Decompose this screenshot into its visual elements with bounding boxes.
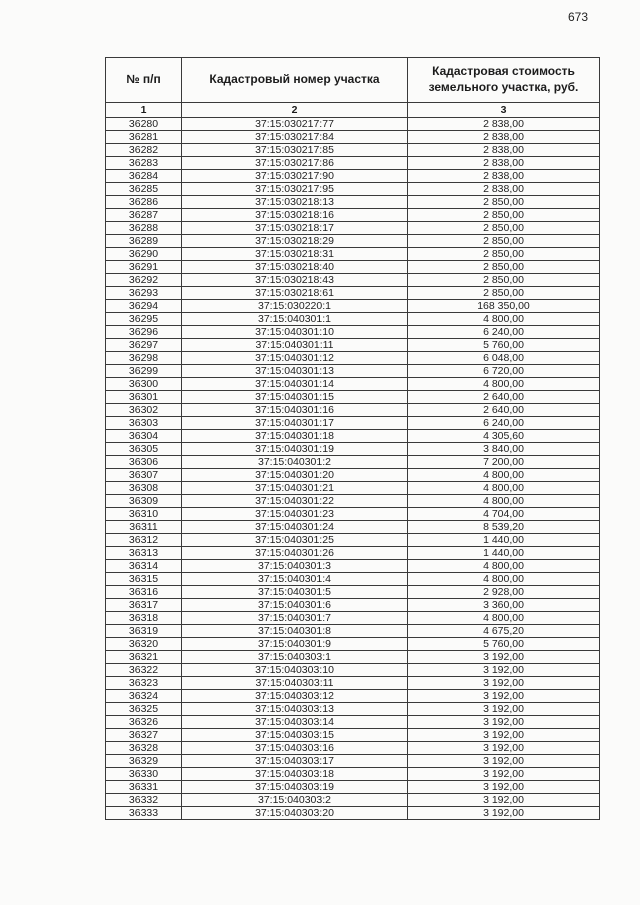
cell-cadastral-number: 37:15:030220:1 [182,300,408,313]
table-row [106,313,600,326]
cell-row-number: 36319 [106,625,182,638]
cell-row-number: 36330 [106,768,182,781]
cell-row-number: 36332 [106,794,182,807]
cell-cadastral-value: 6 240,00 [408,326,600,339]
cell-cadastral-number: 37:15:040301:3 [182,560,408,573]
cell-cadastral-number: 37:15:040301:6 [182,599,408,612]
cell-row-number: 36323 [106,677,182,690]
header-row [106,58,600,103]
cell-cadastral-number: 37:15:030217:77 [182,118,408,131]
cell-cadastral-value: 2 838,00 [408,170,600,183]
cell-cadastral-number: 37:15:040301:23 [182,508,408,521]
cell-row-number: 36295 [106,313,182,326]
cell-cadastral-value: 2 850,00 [408,274,600,287]
cell-row-number: 36297 [106,339,182,352]
table-row [106,495,600,508]
cell-cadastral-number: 37:15:030217:90 [182,170,408,183]
table-row [106,456,600,469]
cell-cadastral-value: 4 800,00 [408,313,600,326]
cell-row-number: 36300 [106,378,182,391]
cell-cadastral-value: 2 640,00 [408,404,600,417]
cell-cadastral-number: 37:15:040303:17 [182,755,408,768]
cell-cadastral-number: 37:15:040301:20 [182,469,408,482]
page-number: 673 [567,10,588,24]
cell-row-number: 36324 [106,690,182,703]
cell-cadastral-number: 37:15:030218:17 [182,222,408,235]
cell-cadastral-number: 37:15:040303:19 [182,781,408,794]
cell-cadastral-value: 5 760,00 [408,638,600,651]
cell-cadastral-number: 37:15:030217:95 [182,183,408,196]
cell-row-number: 36325 [106,703,182,716]
table-row [106,547,600,560]
cell-cadastral-value: 2 838,00 [408,144,600,157]
cell-row-number: 36287 [106,209,182,222]
table-row [106,560,600,573]
cell-cadastral-value: 6 048,00 [408,352,600,365]
cell-cadastral-value: 2 850,00 [408,196,600,209]
table-row [106,651,600,664]
table-row [106,131,600,144]
cell-row-number: 36286 [106,196,182,209]
cell-cadastral-value: 3 192,00 [408,703,600,716]
table-row [106,625,600,638]
cell-row-number: 36280 [106,118,182,131]
cell-cadastral-value: 3 192,00 [408,690,600,703]
cell-cadastral-value: 2 838,00 [408,131,600,144]
cell-cadastral-value: 3 192,00 [408,677,600,690]
cell-cadastral-number: 37:15:040301:13 [182,365,408,378]
cell-cadastral-number: 37:15:040303:13 [182,703,408,716]
cell-cadastral-value: 3 192,00 [408,742,600,755]
cell-row-number: 36288 [106,222,182,235]
table-body [106,118,600,820]
cell-cadastral-value: 7 200,00 [408,456,600,469]
table-row [106,612,600,625]
cell-cadastral-number: 37:15:040301:4 [182,573,408,586]
cell-cadastral-value: 3 192,00 [408,755,600,768]
table-row [106,417,600,430]
cell-row-number: 36308 [106,482,182,495]
cell-cadastral-number: 37:15:040301:8 [182,625,408,638]
cell-row-number: 36298 [106,352,182,365]
cell-row-number: 36294 [106,300,182,313]
cell-cadastral-value: 4 800,00 [408,469,600,482]
cell-cadastral-number: 37:15:040301:1 [182,313,408,326]
cell-row-number: 36310 [106,508,182,521]
cell-cadastral-value: 2 850,00 [408,235,600,248]
cell-cadastral-value: 3 360,00 [408,599,600,612]
table-row [106,443,600,456]
cell-cadastral-number: 37:15:040303:18 [182,768,408,781]
table-row [106,716,600,729]
cell-row-number: 36290 [106,248,182,261]
table-row [106,391,600,404]
cell-cadastral-number: 37:15:030218:16 [182,209,408,222]
table-row [106,222,600,235]
cell-row-number: 36314 [106,560,182,573]
cell-cadastral-value: 4 704,00 [408,508,600,521]
cell-cadastral-value: 2 850,00 [408,287,600,300]
cell-cadastral-number: 37:15:040303:2 [182,794,408,807]
cadastral-table [105,57,600,820]
cell-row-number: 36282 [106,144,182,157]
cell-cadastral-value: 3 192,00 [408,781,600,794]
table-row [106,209,600,222]
cell-cadastral-number: 37:15:040303:11 [182,677,408,690]
cell-cadastral-number: 37:15:030218:29 [182,235,408,248]
cell-row-number: 36303 [106,417,182,430]
cell-cadastral-number: 37:15:040303:12 [182,690,408,703]
cell-row-number: 36321 [106,651,182,664]
cell-cadastral-value: 3 192,00 [408,651,600,664]
cell-cadastral-value: 3 192,00 [408,664,600,677]
cell-cadastral-number: 37:15:040301:21 [182,482,408,495]
cell-cadastral-number: 37:15:040301:16 [182,404,408,417]
cell-cadastral-value: 2 850,00 [408,222,600,235]
column-index-2: 2 [182,103,408,118]
cell-cadastral-value: 2 838,00 [408,157,600,170]
cell-row-number: 36316 [106,586,182,599]
cell-row-number: 36331 [106,781,182,794]
cell-row-number: 36296 [106,326,182,339]
table-row [106,508,600,521]
cell-row-number: 36293 [106,287,182,300]
table-row [106,261,600,274]
cell-row-number: 36284 [106,170,182,183]
table-row [106,664,600,677]
cell-row-number: 36285 [106,183,182,196]
table-row [106,755,600,768]
cell-row-number: 36317 [106,599,182,612]
table-row [106,768,600,781]
table-row [106,742,600,755]
cell-cadastral-value: 4 675,20 [408,625,600,638]
cell-row-number: 36307 [106,469,182,482]
cell-cadastral-value: 2 640,00 [408,391,600,404]
cell-cadastral-number: 37:15:030218:43 [182,274,408,287]
table-row [106,534,600,547]
cell-row-number: 36304 [106,430,182,443]
table-row [106,287,600,300]
cell-row-number: 36329 [106,755,182,768]
cell-cadastral-value: 6 720,00 [408,365,600,378]
table-row [106,170,600,183]
cell-row-number: 36283 [106,157,182,170]
cell-row-number: 36320 [106,638,182,651]
header-cadastral-value: Кадастровая стоимость земельного участка, руб. [408,58,600,103]
column-index-1: 1 [106,103,182,118]
column-index-3: 3 [408,103,600,118]
table-row [106,690,600,703]
column-index-row [106,103,600,118]
cell-cadastral-value: 3 192,00 [408,807,600,820]
cell-cadastral-value: 2 850,00 [408,248,600,261]
table-row [106,183,600,196]
cell-row-number: 36292 [106,274,182,287]
cell-cadastral-number: 37:15:040301:10 [182,326,408,339]
cell-cadastral-value: 3 192,00 [408,716,600,729]
cell-row-number: 36305 [106,443,182,456]
cell-cadastral-number: 37:15:040303:15 [182,729,408,742]
cell-cadastral-number: 37:15:030217:84 [182,131,408,144]
cell-cadastral-value: 3 192,00 [408,768,600,781]
cell-cadastral-value: 8 539,20 [408,521,600,534]
table-row [106,248,600,261]
table-row [106,586,600,599]
cell-row-number: 36333 [106,807,182,820]
cell-row-number: 36312 [106,534,182,547]
table-row [106,378,600,391]
table-row [106,352,600,365]
table-row [106,300,600,313]
cell-cadastral-value: 3 840,00 [408,443,600,456]
cell-cadastral-number: 37:15:030218:13 [182,196,408,209]
table-row [106,365,600,378]
cell-row-number: 36315 [106,573,182,586]
cell-cadastral-number: 37:15:040301:24 [182,521,408,534]
cell-cadastral-number: 37:15:040301:11 [182,339,408,352]
table-row [106,326,600,339]
cell-row-number: 36313 [106,547,182,560]
table-row [106,274,600,287]
table-row [106,638,600,651]
cell-cadastral-value: 2 928,00 [408,586,600,599]
cell-cadastral-value: 1 440,00 [408,547,600,560]
header-row-number: № п/п [106,58,182,103]
table-row [106,430,600,443]
table-row [106,703,600,716]
cell-row-number: 36311 [106,521,182,534]
table-row [106,469,600,482]
cell-cadastral-value: 4 305,60 [408,430,600,443]
cell-row-number: 36289 [106,235,182,248]
cell-cadastral-value: 4 800,00 [408,482,600,495]
cell-cadastral-number: 37:15:030218:31 [182,248,408,261]
cell-cadastral-number: 37:15:040301:17 [182,417,408,430]
cell-cadastral-number: 37:15:040301:7 [182,612,408,625]
cell-cadastral-value: 6 240,00 [408,417,600,430]
cell-cadastral-number: 37:15:030218:40 [182,261,408,274]
cell-cadastral-value: 4 800,00 [408,560,600,573]
table-row [106,118,600,131]
table-row [106,573,600,586]
cell-cadastral-number: 37:15:040303:16 [182,742,408,755]
cell-row-number: 36302 [106,404,182,417]
table-header [106,58,600,118]
table-row [106,157,600,170]
cell-row-number: 36327 [106,729,182,742]
cell-row-number: 36299 [106,365,182,378]
cell-cadastral-number: 37:15:040301:15 [182,391,408,404]
cell-cadastral-value: 4 800,00 [408,378,600,391]
cell-row-number: 36328 [106,742,182,755]
table-row [106,339,600,352]
cell-cadastral-value: 3 192,00 [408,794,600,807]
cell-cadastral-value: 2 850,00 [408,261,600,274]
table-row [106,196,600,209]
cell-cadastral-value: 168 350,00 [408,300,600,313]
cell-row-number: 36281 [106,131,182,144]
cell-cadastral-value: 3 192,00 [408,729,600,742]
cell-cadastral-number: 37:15:040301:12 [182,352,408,365]
table-row [106,794,600,807]
cell-cadastral-value: 5 760,00 [408,339,600,352]
cell-cadastral-value: 4 800,00 [408,612,600,625]
cell-cadastral-number: 37:15:040301:25 [182,534,408,547]
table-row [106,144,600,157]
table-row [106,677,600,690]
cell-cadastral-number: 37:15:040301:14 [182,378,408,391]
table-row [106,599,600,612]
cell-cadastral-value: 2 838,00 [408,183,600,196]
cell-cadastral-number: 37:15:040303:20 [182,807,408,820]
header-cadastral-number: Кадастровый номер участка [182,58,408,103]
cell-cadastral-value: 4 800,00 [408,573,600,586]
table-row [106,807,600,820]
table-row [106,781,600,794]
cell-cadastral-number: 37:15:040301:26 [182,547,408,560]
cell-cadastral-number: 37:15:040303:1 [182,651,408,664]
table-row [106,729,600,742]
cell-cadastral-number: 37:15:030217:86 [182,157,408,170]
cell-row-number: 36306 [106,456,182,469]
cell-cadastral-number: 37:15:040301:18 [182,430,408,443]
cell-cadastral-number: 37:15:040301:9 [182,638,408,651]
cell-cadastral-number: 37:15:040301:2 [182,456,408,469]
cell-cadastral-value: 4 800,00 [408,495,600,508]
cell-cadastral-number: 37:15:030218:61 [182,287,408,300]
cell-cadastral-number: 37:15:040301:5 [182,586,408,599]
table-row [106,404,600,417]
table-row [106,482,600,495]
cell-cadastral-number: 37:15:040303:14 [182,716,408,729]
cell-row-number: 36322 [106,664,182,677]
table-row [106,235,600,248]
table-row [106,521,600,534]
cell-row-number: 36318 [106,612,182,625]
cell-row-number: 36291 [106,261,182,274]
cell-cadastral-number: 37:15:040303:10 [182,664,408,677]
cell-cadastral-value: 2 850,00 [408,209,600,222]
cell-cadastral-number: 37:15:040301:22 [182,495,408,508]
cell-cadastral-value: 2 838,00 [408,118,600,131]
cell-cadastral-number: 37:15:030217:85 [182,144,408,157]
cell-cadastral-number: 37:15:040301:19 [182,443,408,456]
cell-cadastral-value: 1 440,00 [408,534,600,547]
cell-row-number: 36309 [106,495,182,508]
cell-row-number: 36301 [106,391,182,404]
cell-row-number: 36326 [106,716,182,729]
